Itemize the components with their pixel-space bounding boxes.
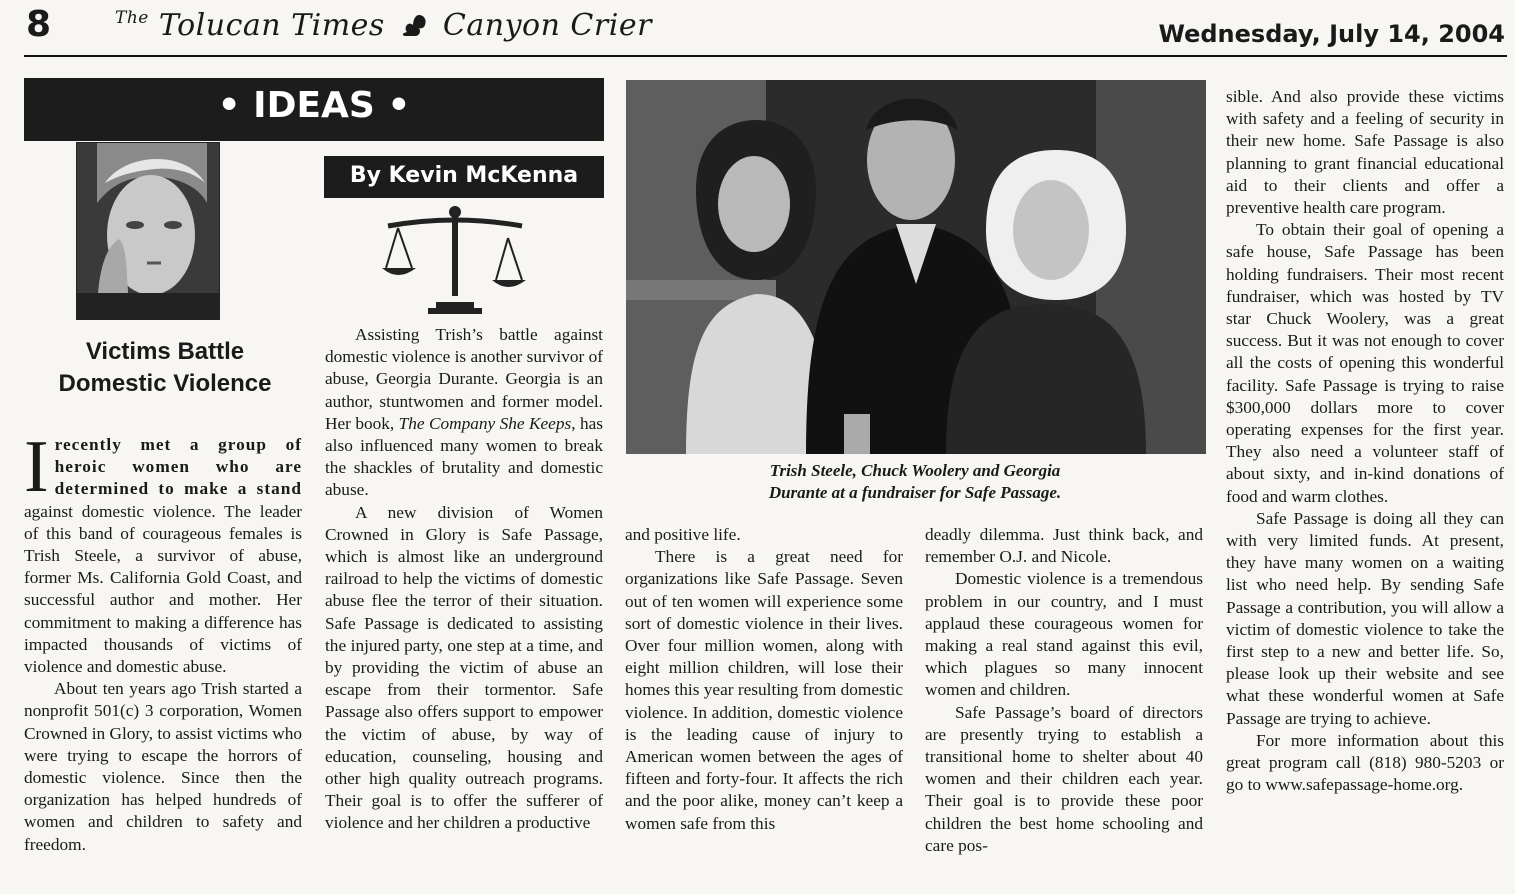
fundraiser-photo [626,80,1206,454]
paragraph: To obtain their goal of opening a safe house, Safe Passage has been holding fundraisers. Their most recent fundraiser, which was hosted by TV star Chuck Woolery, was a great success. But it was not enough to cover all the costs of opening this wonderful facility. Safe Passage is trying to raise $300,000 dollars more to cover operating expenses for the first year. They also need a volunteer staff of about sixty, and in-kind donations of food and warm clothes. [1226,220,1504,506]
paragraph [325,324,603,502]
paragraph: Domestic violence is a tremendous problem in our country, and I must applaud these courageous women for making a real stand against this evil, which plagues so many innocent women and children. [925,569,1203,700]
paragraph: For more information about this great program call (818) 980-5203 or go to www.safepassage-home.org. [1226,730,1504,795]
lead-in: recently met a group of heroic women who are determined to make a stand [54,435,302,499]
paragraph [24,426,302,678]
paragraph-text: against domestic violence. The leader of this band of courageous females is Trish Steele, a survivor of abuse, former Ms. California Gold Coast, and successful author and mother. Her commitment to making a difference has impacted thousands of victims of violence and domestic abuse. [24,501,302,677]
paragraph: Safe Passage’s board of directors are presently trying to establish a transitional home to shelter about 40 women and their children each year. Their goal is to provide these poor children the best home schooling and care pos- [925,702,1203,855]
headline-line-1: Victims Battle [85,338,245,365]
squirrel-icon [401,13,427,37]
scales-of-justice-icon [380,204,530,316]
article-column-1 [24,426,302,856]
section-banner: • IDEAS • [24,78,604,141]
caption-line-1: Trish Steele, Chuck Woolery and Georgia [769,461,1061,480]
book-title: The Company She Keeps [398,413,572,433]
issue-date: Wednesday, July 14, 2004 [1158,20,1505,48]
paragraph: About ten years ago Trish started a nonprofit 501(c) 3 corporation, Women Crowned in Glory, to assist victims who were trying to escape the horrors of domestic violence. Since then the organization has helped hundreds of women and children to safety and freedom. [24,679,302,854]
paragraph: There is a great need for organizations like Safe Passage. Seven out of ten women will experience some sort of domestic violence in their lives. Over four million women, along with eight million children, will lose their homes this year resulting from domestic violence. In addition, domestic violence is the leading cause of injury to American women between the ages of fifteen and forty-four. It affects the rich and the poor alike, money can’t keep a women safe from this [625,547,903,833]
article-headline [30,336,300,400]
byline: By Kevin McKenna [324,156,604,198]
photo-caption [660,460,1170,504]
nameplate-the: The [115,8,149,28]
paragraph: and positive life. [625,525,741,544]
author-headshot [76,142,220,320]
paragraph-text: Assisting Trish’s battle against domestic violence is another survivor of abuse, Georgia Durante. Georgia is an author, stuntwomen and former model. Her book, [325,325,603,433]
nameplate-tolucan-times: Tolucan Times [158,8,385,43]
paragraph: A new division of Women Crowned in Glory is Safe Passage, which is almost like an underground railroad to help the victims of domestic abuse flee the terror of their situation. Safe Passage is dedicated to assisting the injured party, one step at a time, and by providing the victim of abuse an escape from their tormentor. Safe Passage also offers support to empower the victim of abuse, by way of education, counseling, housing and other high quality outreach programs. Their goal is to offer the sufferer of violence and her children a productive [325,502,603,833]
caption-line-2: Durante at a fundraiser for Safe Passage. [768,483,1062,502]
masthead-rule [24,55,1507,57]
article-column-2 [325,324,603,835]
drop-cap: I [24,426,49,508]
article-column-4 [925,524,1203,857]
newspaper-nameplate [115,8,652,43]
page-number: 8 [26,4,52,45]
paragraph: deadly dilemma. Just think back, and remember O.J. and Nicole. [925,525,1203,567]
headline-line-2: Domestic Violence [58,370,272,397]
paragraph: Safe Passage is doing all they can with very limited funds. At present, they have many women on a waiting list who need help. By sending Safe Passage a contribution, you will allow a victim of domestic violence to take the first step to a new and better life. So, please look up their website and see what these wonderful women at Safe Passage are trying to achieve. [1226,508,1504,728]
article-column-3 [625,524,903,835]
nameplate-canyon-crier: Canyon Crier [442,8,652,43]
paragraph-text: , has also influenced many women to break the shackles of brutality and domestic abuse. [325,413,603,500]
article-column-5 [1226,86,1504,797]
paragraph: sible. And also provide these victims with safety and a feeling of security in their new home. Safe Passage is also planning to grant financial educational aid to their clients and offer a preventive health care program. [1226,87,1504,218]
